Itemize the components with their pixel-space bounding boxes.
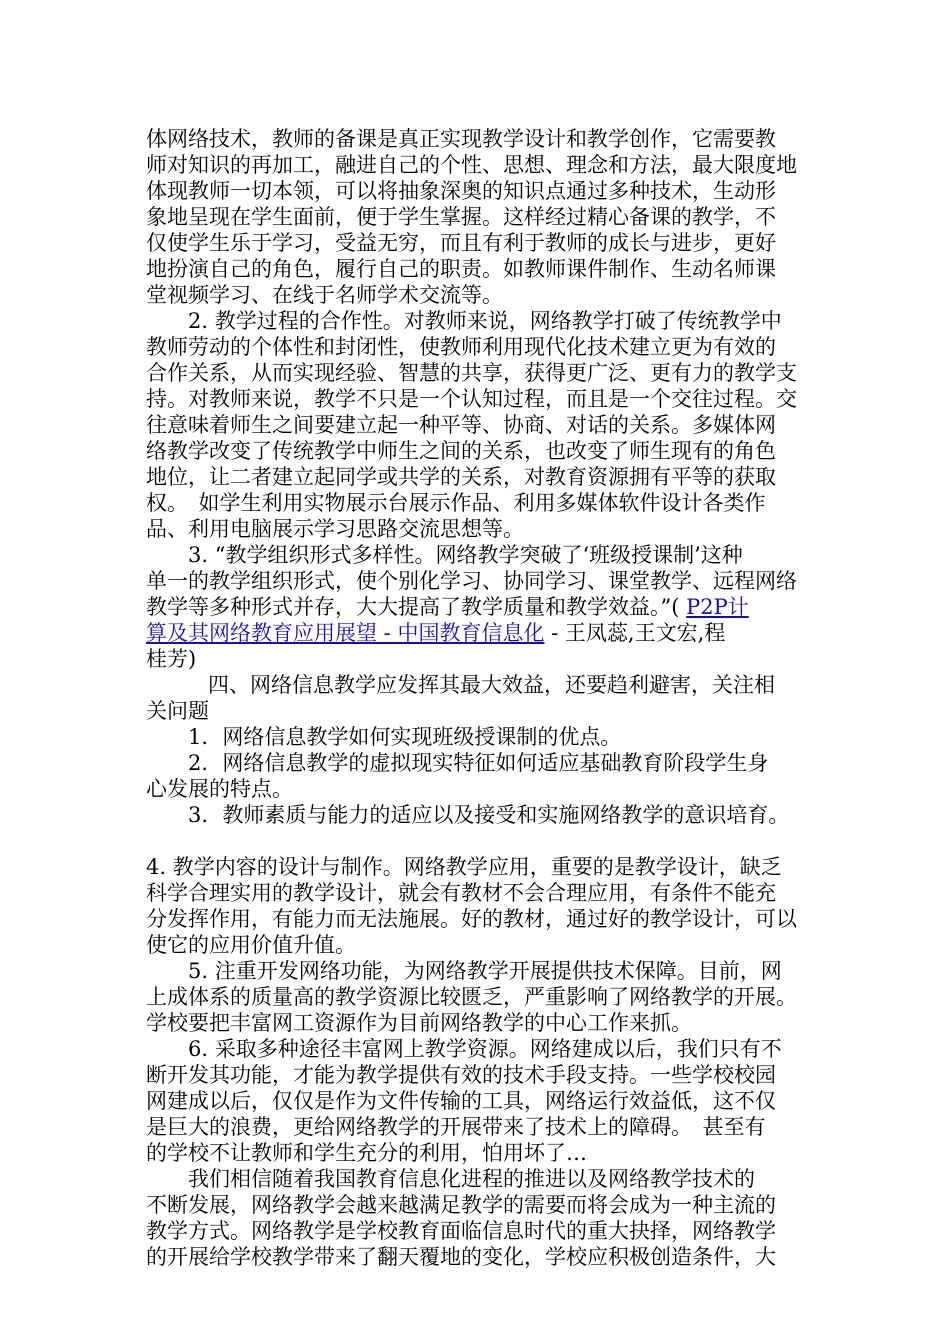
text-line: 6. 采取多种途径丰富网上教学资源。网络建成以后，我们只有不	[188, 1037, 782, 1061]
section-heading: 四、网络信息教学应发挥其最大效益，还要趋利避害，关注相	[208, 673, 775, 697]
text-line: 我们相信随着我国教育信息化进程的推进以及网络教学技术的	[188, 1167, 755, 1191]
text-line: 不断发展，网络教学会越来越满足教学的需要而将会成为一种主流的	[146, 1193, 776, 1217]
text-line: 象地呈现在学生面前，便于学生掌握。这样经过精心备课的教学，不	[146, 205, 776, 229]
text-line: 师对知识的再加工，融进自己的个性、思想、理念和方法，最大限度地	[146, 153, 797, 177]
text-line	[146, 620, 725, 646]
text-line: 网建成以后，仅仅是作为文件传输的工具，网络运行效益低，这不仅	[146, 1089, 776, 1113]
text-line: 教师劳动的个体性和封闭性，使教师利用现代化技术建立更为有效的	[146, 335, 776, 359]
text-line: 地扮演自己的角色，履行自己的职责。如教师课件制作、生动名师课	[146, 257, 776, 281]
text-line: 络教学改变了传统教学中师生之间的关系，也改变了师生现有的角色	[146, 439, 776, 463]
text-line: 2. 教学过程的合作性。对教师来说，网络教学打破了传统教学中	[188, 309, 782, 333]
text-line: 4. 教学内容的设计与制作。网络教学应用，重要的是教学设计，缺乏	[146, 855, 782, 879]
text-span: 教学等多种形式并存，大大提高了教学质量和教学效益。”(	[146, 595, 680, 619]
list-item: 1．网络信息教学如何实现班级授课制的优点。	[188, 725, 622, 749]
text-line	[146, 594, 749, 620]
text-line: 教学方式。网络教学是学校教育面临信息时代的重大抉择，网络教学	[146, 1219, 776, 1243]
text-line: 权。 如学生利用实物展示台展示作品、利用多媒体软件设计各类作	[146, 491, 766, 515]
section-heading-continued: 关问题	[146, 699, 209, 723]
text-line: 地位，让二者建立起同学或共学的关系，对教育资源拥有平等的获取	[146, 465, 776, 489]
text-line: 是巨大的浪费，更给网络教学的开展带来了技术上的障碍。 甚至有	[146, 1115, 766, 1139]
text-line: 合作关系，从而实现经验、智慧的共享，获得更广泛、更有力的教学支	[146, 361, 797, 385]
list-item: 2．网络信息教学的虚拟现实特征如何适应基础教育阶段学生身	[188, 751, 769, 775]
text-line: 学校要把丰富网工资源作为目前网络教学的中心工作来抓。	[146, 1011, 692, 1035]
text-line: 品、利用电脑展示学习思路交流思想等。	[146, 517, 524, 541]
text-line: 仅使学生乐于学习，受益无穷，而且有利于教师的成长与进步，更好	[146, 231, 776, 255]
text-line: 使它的应用价值升值。	[146, 933, 356, 957]
text-line: 桂芳)	[146, 647, 197, 671]
text-line: 堂视频学习、在线于名师学术交流等。	[146, 283, 503, 307]
text-line: 分发挥作用，有能力而无法施展。好的教材，通过好的教学设计，可以	[146, 907, 797, 931]
text-line: 单一的教学组织形式，使个别化学习、协同学习、课堂教学、远程网络	[146, 569, 797, 593]
list-item: 3．教师素质与能力的适应以及接受和实施网络教学的意识培育。	[188, 803, 790, 827]
text-line: 3. “教学组织形式多样性。网络教学突破了‘班级授课制’这种	[188, 543, 743, 567]
citation-link[interactable]: P2P计	[686, 595, 749, 619]
text-line: 的开展给学校教学带来了翻天覆地的变化，学校应积极创造条件，大	[146, 1245, 776, 1269]
text-line: 心发展的特点。	[146, 777, 293, 801]
text-line: 持。对教师来说，教学不只是一个认知过程，而且是一个交往过程。交	[146, 387, 797, 411]
text-line: 往意味着师生之间要建立起一种平等、协商、对话的关系。多媒体网	[146, 413, 776, 437]
text-line: 断开发其功能，才能为教学提供有效的技术手段支持。一些学校校园	[146, 1063, 776, 1087]
text-line: 的学校不让教师和学生充分的利用，怕用坏了…	[146, 1141, 587, 1165]
text-line: 体现教师一切本领，可以将抽象深奥的知识点通过多种技术，生动形	[146, 179, 776, 203]
text-line: 体网络技术，教师的备课是真正实现教学设计和教学创作，它需要教	[146, 127, 776, 151]
text-span: - 王凤蕊,王文宏,程	[544, 621, 726, 645]
text-line: 科学合理实用的教学设计，就会有教材不会合理应用，有条件不能充	[146, 881, 776, 905]
text-line: 上成体系的质量高的教学资源比较匮乏，严重影响了网络教学的开展。	[146, 985, 797, 1009]
citation-link-continued[interactable]: 算及其网络教育应用展望 - 中国教育信息化	[146, 621, 545, 645]
text-line: 5. 注重开发网络功能，为网络教学开展提供技术保障。目前，网	[188, 959, 782, 983]
